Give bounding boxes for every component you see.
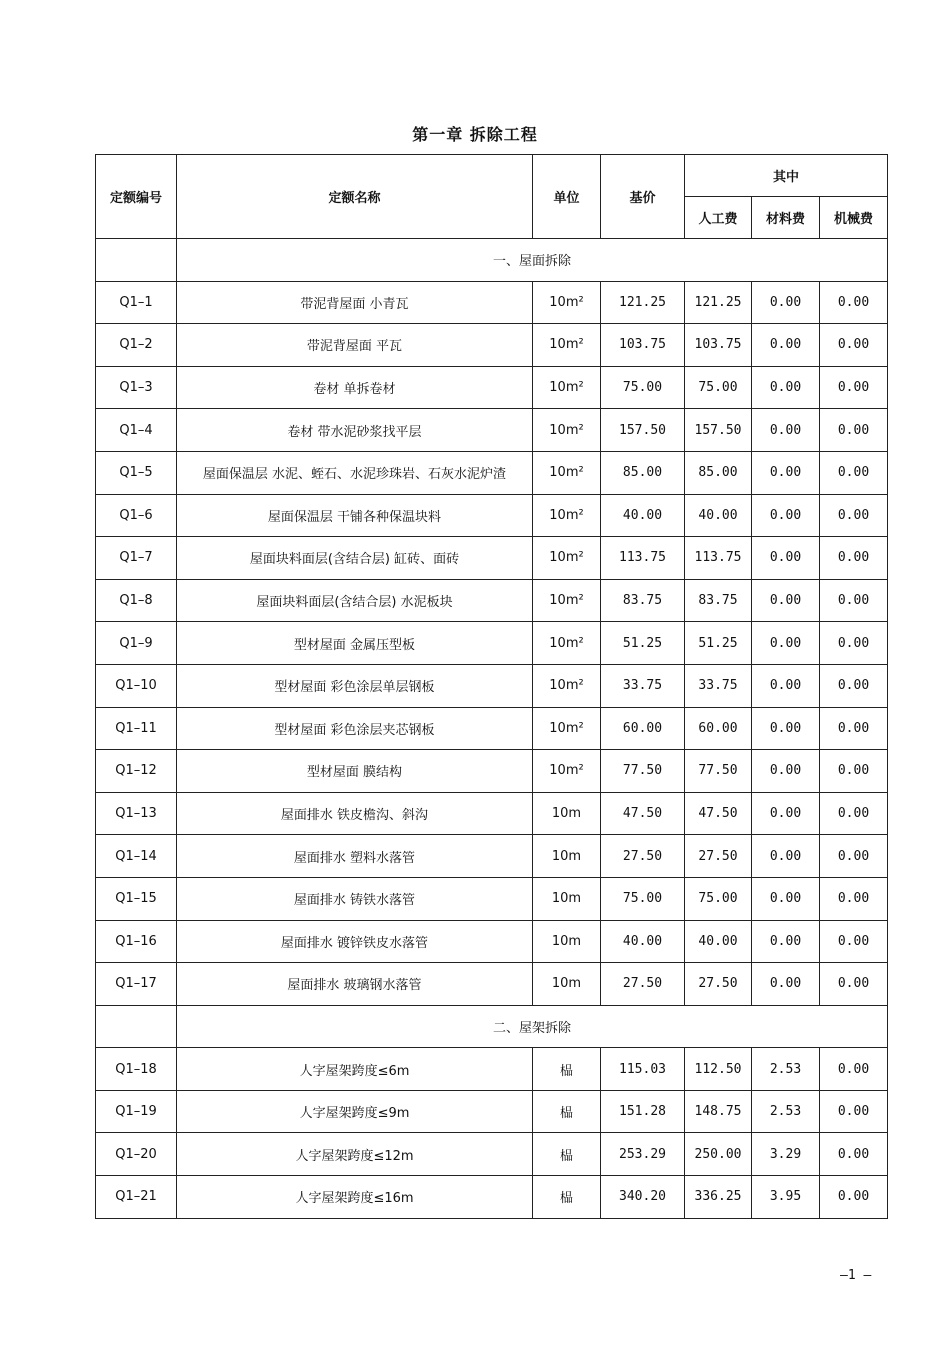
quota-code: Q1–6 xyxy=(96,494,177,537)
table-row xyxy=(96,494,888,537)
quota-code: Q1–12 xyxy=(96,750,177,793)
machine-cost: 0.00 xyxy=(820,792,888,835)
header-labor: 人工费 xyxy=(685,197,752,239)
chapter-title: 第一章 拆除工程 xyxy=(412,125,538,144)
material-cost: 0.00 xyxy=(752,920,820,963)
base-price: 151.28 xyxy=(601,1090,685,1133)
quota-code: Q1–8 xyxy=(96,579,177,622)
machine-cost: 0.00 xyxy=(820,494,888,537)
quota-unit: 10m xyxy=(533,835,601,878)
machine-cost: 0.00 xyxy=(820,1176,888,1219)
base-price: 51.25 xyxy=(601,622,685,665)
machine-cost: 0.00 xyxy=(820,281,888,324)
quota-unit: 10m² xyxy=(533,707,601,750)
material-cost: 0.00 xyxy=(752,792,820,835)
quota-name: 屋面排水 铁皮檐沟、斜沟 xyxy=(177,792,533,835)
header-base-price: 基价 xyxy=(601,155,685,239)
table-row xyxy=(96,537,888,580)
quota-code: Q1–21 xyxy=(96,1176,177,1219)
labor-cost: 47.50 xyxy=(685,792,752,835)
quota-unit: 10m² xyxy=(533,281,601,324)
quota-name: 人字屋架跨度≤9m xyxy=(177,1090,533,1133)
quota-code: Q1–3 xyxy=(96,366,177,409)
quota-code: Q1–5 xyxy=(96,451,177,494)
quota-unit: 10m xyxy=(533,792,601,835)
machine-cost: 0.00 xyxy=(820,920,888,963)
header-code: 定额编号 xyxy=(96,155,177,239)
quota-unit: 10m² xyxy=(533,324,601,367)
quota-unit: 榀 xyxy=(533,1133,601,1176)
header-machine: 机械费 xyxy=(820,197,888,239)
material-cost: 0.00 xyxy=(752,707,820,750)
labor-cost: 157.50 xyxy=(685,409,752,452)
base-price: 103.75 xyxy=(601,324,685,367)
machine-cost: 0.00 xyxy=(820,664,888,707)
quota-code: Q1–7 xyxy=(96,537,177,580)
quota-unit: 10m² xyxy=(533,494,601,537)
table-row xyxy=(96,579,888,622)
base-price: 27.50 xyxy=(601,835,685,878)
quota-unit: 10m² xyxy=(533,366,601,409)
machine-cost: 0.00 xyxy=(820,579,888,622)
quota-code: Q1–15 xyxy=(96,877,177,920)
machine-cost: 0.00 xyxy=(820,835,888,878)
quota-unit: 10m xyxy=(533,877,601,920)
table-row xyxy=(96,792,888,835)
table-body xyxy=(96,239,888,1219)
quota-code: Q1–18 xyxy=(96,1048,177,1091)
table-row xyxy=(96,1048,888,1091)
machine-cost: 0.00 xyxy=(820,707,888,750)
table-row xyxy=(96,1090,888,1133)
quota-code: Q1–16 xyxy=(96,920,177,963)
base-price: 40.00 xyxy=(601,920,685,963)
quota-name: 型材屋面 金属压型板 xyxy=(177,622,533,665)
labor-cost: 75.00 xyxy=(685,877,752,920)
section-row xyxy=(96,1005,888,1048)
quota-code: Q1–2 xyxy=(96,324,177,367)
labor-cost: 113.75 xyxy=(685,537,752,580)
quota-name: 人字屋架跨度≤12m xyxy=(177,1133,533,1176)
section-row xyxy=(96,239,888,282)
table-row xyxy=(96,707,888,750)
quota-name: 带泥背屋面 小青瓦 xyxy=(177,281,533,324)
labor-cost: 51.25 xyxy=(685,622,752,665)
table-row xyxy=(96,622,888,665)
quota-unit: 10m² xyxy=(533,409,601,452)
table-row xyxy=(96,920,888,963)
table-row xyxy=(96,835,888,878)
quota-code: Q1–10 xyxy=(96,664,177,707)
machine-cost: 0.00 xyxy=(820,324,888,367)
labor-cost: 85.00 xyxy=(685,451,752,494)
table-row xyxy=(96,1133,888,1176)
labor-cost: 75.00 xyxy=(685,366,752,409)
material-cost: 0.00 xyxy=(752,324,820,367)
machine-cost: 0.00 xyxy=(820,1048,888,1091)
quota-unit: 10m² xyxy=(533,664,601,707)
section-code-cell xyxy=(96,239,177,282)
labor-cost: 112.50 xyxy=(685,1048,752,1091)
base-price: 40.00 xyxy=(601,494,685,537)
quota-table xyxy=(95,154,888,1219)
material-cost: 0.00 xyxy=(752,622,820,665)
base-price: 121.25 xyxy=(601,281,685,324)
base-price: 33.75 xyxy=(601,664,685,707)
material-cost: 0.00 xyxy=(752,366,820,409)
table-row xyxy=(96,664,888,707)
base-price: 85.00 xyxy=(601,451,685,494)
quota-code: Q1–19 xyxy=(96,1090,177,1133)
quota-name: 屋面保温层 水泥、蛭石、水泥珍珠岩、石灰水泥炉渣 xyxy=(177,451,533,494)
table-row xyxy=(96,324,888,367)
quota-name: 型材屋面 彩色涂层单层钢板 xyxy=(177,664,533,707)
table-row xyxy=(96,281,888,324)
quota-name: 屋面排水 塑料水落管 xyxy=(177,835,533,878)
table-row xyxy=(96,366,888,409)
base-price: 47.50 xyxy=(601,792,685,835)
table-row xyxy=(96,877,888,920)
material-cost: 2.53 xyxy=(752,1090,820,1133)
labor-cost: 83.75 xyxy=(685,579,752,622)
table-row xyxy=(96,963,888,1006)
quota-name: 人字屋架跨度≤6m xyxy=(177,1048,533,1091)
machine-cost: 0.00 xyxy=(820,366,888,409)
machine-cost: 0.00 xyxy=(820,877,888,920)
quota-name: 屋面排水 铸铁水落管 xyxy=(177,877,533,920)
labor-cost: 27.50 xyxy=(685,963,752,1006)
machine-cost: 0.00 xyxy=(820,409,888,452)
quota-name: 带泥背屋面 平瓦 xyxy=(177,324,533,367)
base-price: 77.50 xyxy=(601,750,685,793)
material-cost: 0.00 xyxy=(752,409,820,452)
header-unit: 单位 xyxy=(533,155,601,239)
machine-cost: 0.00 xyxy=(820,451,888,494)
quota-name: 屋面块料面层(含结合层) 缸砖、面砖 xyxy=(177,537,533,580)
header-of-which: 其中 xyxy=(685,155,888,197)
quota-name: 屋面块料面层(含结合层) 水泥板块 xyxy=(177,579,533,622)
machine-cost: 0.00 xyxy=(820,537,888,580)
material-cost: 0.00 xyxy=(752,877,820,920)
labor-cost: 60.00 xyxy=(685,707,752,750)
quota-unit: 10m² xyxy=(533,451,601,494)
quota-code: Q1–14 xyxy=(96,835,177,878)
table-row xyxy=(96,409,888,452)
material-cost: 0.00 xyxy=(752,963,820,1006)
quota-unit: 榀 xyxy=(533,1048,601,1091)
material-cost: 0.00 xyxy=(752,494,820,537)
material-cost: 0.00 xyxy=(752,451,820,494)
quota-name: 人字屋架跨度≤16m xyxy=(177,1176,533,1219)
base-price: 75.00 xyxy=(601,366,685,409)
material-cost: 0.00 xyxy=(752,537,820,580)
quota-code: Q1–17 xyxy=(96,963,177,1006)
quota-unit: 10m² xyxy=(533,537,601,580)
quota-name: 卷材 单拆卷材 xyxy=(177,366,533,409)
machine-cost: 0.00 xyxy=(820,963,888,1006)
section-code-cell xyxy=(96,1005,177,1048)
material-cost: 0.00 xyxy=(752,664,820,707)
quota-code: Q1–9 xyxy=(96,622,177,665)
quota-name: 卷材 带水泥砂浆找平层 xyxy=(177,409,533,452)
base-price: 27.50 xyxy=(601,963,685,1006)
section-label: 一、屋面拆除 xyxy=(177,239,888,282)
labor-cost: 40.00 xyxy=(685,920,752,963)
base-price: 83.75 xyxy=(601,579,685,622)
quota-code: Q1–1 xyxy=(96,281,177,324)
header-name: 定额名称 xyxy=(177,155,533,239)
table-row xyxy=(96,750,888,793)
quota-name: 型材屋面 彩色涂层夹芯钢板 xyxy=(177,707,533,750)
labor-cost: 121.25 xyxy=(685,281,752,324)
labor-cost: 103.75 xyxy=(685,324,752,367)
quota-unit: 10m² xyxy=(533,579,601,622)
material-cost: 0.00 xyxy=(752,835,820,878)
machine-cost: 0.00 xyxy=(820,622,888,665)
quota-unit: 10m² xyxy=(533,622,601,665)
header-material: 材料费 xyxy=(752,197,820,239)
base-price: 157.50 xyxy=(601,409,685,452)
quota-name: 屋面排水 镀锌铁皮水落管 xyxy=(177,920,533,963)
table-row xyxy=(96,451,888,494)
base-price: 115.03 xyxy=(601,1048,685,1091)
material-cost: 0.00 xyxy=(752,579,820,622)
labor-cost: 77.50 xyxy=(685,750,752,793)
base-price: 340.20 xyxy=(601,1176,685,1219)
base-price: 60.00 xyxy=(601,707,685,750)
quota-code: Q1–13 xyxy=(96,792,177,835)
table-row xyxy=(96,1176,888,1219)
labor-cost: 336.25 xyxy=(685,1176,752,1219)
quota-unit: 10m² xyxy=(533,750,601,793)
quota-unit: 榀 xyxy=(533,1090,601,1133)
quota-unit: 榀 xyxy=(533,1176,601,1219)
quota-name: 屋面保温层 干铺各种保温块料 xyxy=(177,494,533,537)
material-cost: 3.95 xyxy=(752,1176,820,1219)
quota-name: 屋面排水 玻璃钢水落管 xyxy=(177,963,533,1006)
machine-cost: 0.00 xyxy=(820,750,888,793)
base-price: 113.75 xyxy=(601,537,685,580)
quota-name: 型材屋面 膜结构 xyxy=(177,750,533,793)
labor-cost: 27.50 xyxy=(685,835,752,878)
labor-cost: 148.75 xyxy=(685,1090,752,1133)
quota-unit: 10m xyxy=(533,963,601,1006)
base-price: 253.29 xyxy=(601,1133,685,1176)
quota-unit: 10m xyxy=(533,920,601,963)
quota-code: Q1–4 xyxy=(96,409,177,452)
quota-code: Q1–20 xyxy=(96,1133,177,1176)
material-cost: 3.29 xyxy=(752,1133,820,1176)
labor-cost: 250.00 xyxy=(685,1133,752,1176)
machine-cost: 0.00 xyxy=(820,1133,888,1176)
material-cost: 0.00 xyxy=(752,281,820,324)
machine-cost: 0.00 xyxy=(820,1090,888,1133)
quota-code: Q1–11 xyxy=(96,707,177,750)
section-label: 二、屋架拆除 xyxy=(177,1005,888,1048)
material-cost: 2.53 xyxy=(752,1048,820,1091)
base-price: 75.00 xyxy=(601,877,685,920)
page-number: –1 – xyxy=(840,1268,872,1283)
labor-cost: 40.00 xyxy=(685,494,752,537)
material-cost: 0.00 xyxy=(752,750,820,793)
labor-cost: 33.75 xyxy=(685,664,752,707)
